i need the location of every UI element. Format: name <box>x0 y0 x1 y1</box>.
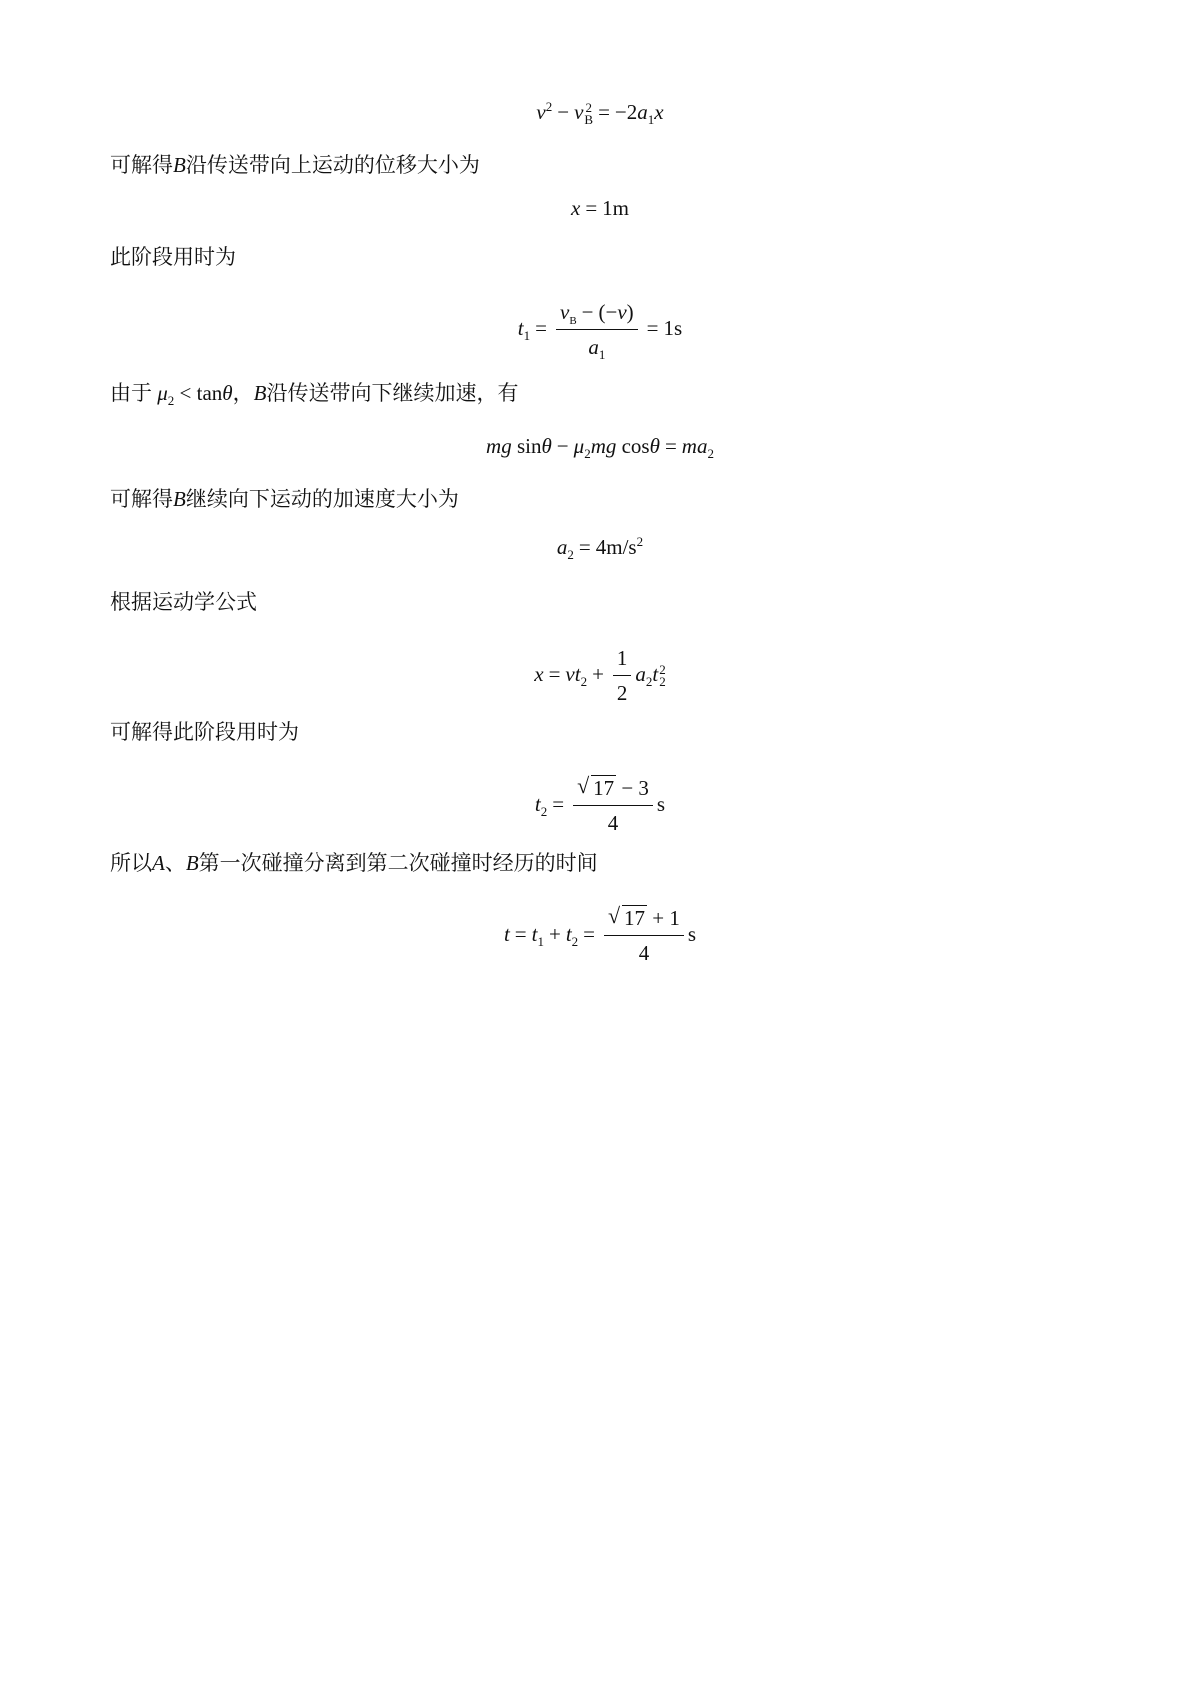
text-t2: 此阶段用时为 <box>110 245 236 269</box>
plus1: + 1 <box>652 906 680 930</box>
eq8-unit: s <box>687 921 697 946</box>
eq3-value: 1s <box>663 315 683 340</box>
equation-displacement: x = 1m <box>570 196 629 220</box>
text-t7a: 所以 <box>110 851 152 875</box>
text-line-time2 <box>110 717 299 747</box>
eq7-unit: s <box>656 791 666 816</box>
text-B-4: B <box>185 851 199 875</box>
text-t3c: 沿传送带向下继续加速，有 <box>266 381 519 405</box>
half-den: 2 <box>616 681 628 705</box>
text-t7c: 第一次碰撞分离到第二次碰撞时经历的时间 <box>198 851 598 875</box>
text-B-1: B <box>173 153 186 177</box>
text-A: A <box>152 851 165 875</box>
equation-time1: $t_1$ = $\frac{v_B - (-v)}{a_1}$ = 1s <box>517 300 683 363</box>
text-line-kinematics <box>110 587 257 617</box>
den-four-b: 4 <box>638 941 650 965</box>
minus3: − 3 <box>621 776 649 800</box>
text-line-displacement <box>110 150 480 180</box>
frac-half <box>613 646 632 706</box>
den-four-a: 4 <box>607 811 619 835</box>
frac-time1: $\frac{v_B - (-v)}{a_1}$ <box>556 300 638 360</box>
equation-velocity-relation: $v^2 - v$ 2 B = $-2a_1x$ <box>536 99 664 128</box>
equation-time2: $t_2$ = √ 17 − 3 4 s <box>534 773 666 835</box>
equation-acceleration-value: $a_2 = 4m/s^2$ <box>556 534 644 563</box>
text-t4a: 可解得 <box>110 487 173 511</box>
text-t1: 可解得 <box>110 153 173 177</box>
text-t7b: 、 <box>164 851 186 875</box>
text-line-condition: 由于 $\mu_2 < \tan\theta$，B沿传送带向下继续加速，有 <box>110 381 519 409</box>
text-line-time1 <box>110 242 236 272</box>
text-t1b: 沿传送带向上运动的位移大小为 <box>185 153 480 177</box>
text-t3a: 由于 <box>110 381 152 405</box>
eq2-value: 1m <box>602 196 629 220</box>
frac-total-time: √ 17 + 1 4 <box>604 906 684 966</box>
eq5-value: 4m/s <box>595 535 637 559</box>
text-line-total-time <box>110 848 598 878</box>
text-t6: 可解得此阶段用时为 <box>110 720 299 744</box>
equation-newton-second: mg $\sin\theta - \mu_2mg$ $\cos\theta = ma_2$ <box>486 434 714 462</box>
text-line-acceleration <box>110 484 459 514</box>
equation-kinematics: $x = vt_2$ + $\frac{1}{2}$ $a_2t$ 2 2 <box>534 646 666 705</box>
equation-total-time: $t = t_1 + t_2$ = √ 17 + 1 4 s <box>503 903 697 965</box>
text-t4b: 继续向下运动的加速度大小为 <box>185 487 459 511</box>
text-t5: 根据运动学公式 <box>110 590 257 614</box>
eq1-var-x: x <box>654 100 664 124</box>
sqrt17-b: 17 <box>624 906 646 930</box>
text-B-2: B <box>253 381 267 405</box>
text-t3b: ， <box>232 381 254 405</box>
half-num: 1 <box>613 646 632 676</box>
text-B-3: B <box>173 487 186 511</box>
sqrt17-a: 17 <box>593 776 615 800</box>
frac-time2: √ 17 − 3 4 <box>573 776 653 836</box>
